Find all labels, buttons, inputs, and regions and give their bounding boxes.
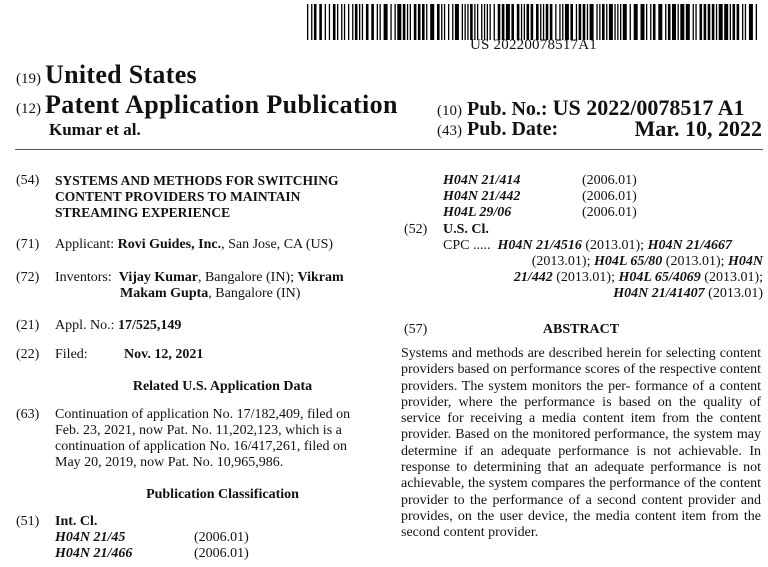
class-code: H04N 21/414: [443, 173, 521, 188]
barcode-bar: [562, 4, 563, 40]
class-code: H04L 29/06: [443, 205, 512, 220]
barcode-bar: [630, 4, 631, 40]
pub-date: Mar. 10, 2022: [634, 116, 762, 141]
barcode-bar: [680, 4, 684, 40]
barcode-bar: [414, 4, 417, 40]
barcode-bar: [653, 4, 656, 40]
intcl-code: (51): [16, 514, 40, 529]
country-code: (19): [16, 71, 41, 87]
publication-type: Patent Application Publication: [45, 90, 398, 119]
barcode-bar: [371, 4, 374, 40]
invention-title: [55, 173, 385, 221]
barcode-bar: [467, 4, 468, 40]
filed-code: (22): [16, 347, 40, 362]
barcode-bar: [384, 4, 388, 40]
title-line: SYSTEMS AND METHODS FOR SWITCHING: [55, 173, 339, 188]
barcode-bar: [590, 4, 594, 40]
country-line: [16, 60, 197, 90]
abstract-text: Systems and methods are described herein for selecting content providers based on performance scores of the respective content providers. The system monitors the per- formance of a content provider, where the performance is based on the quality of service for receiving a media content item from the content provider. Based on the monitored performance, the system may determine if an adequate performance is not achievable. In response to determining that an adequate performance is not achievable, the system compares the performance of the content provider to the performance of a second content provider and provides, on the user device, the media content item from the second content provider.: [401, 346, 761, 541]
cpc-version: (2013.01): [708, 286, 763, 301]
cpc-label: CPC .....: [443, 238, 491, 253]
barcode-bar: [650, 4, 651, 40]
type-code: (12): [16, 101, 41, 117]
barcode-bar: [426, 4, 427, 40]
continuation-code: (63): [16, 407, 40, 422]
related-data-heading: Related U.S. Application Data: [132, 379, 313, 394]
barcode-bar: [599, 4, 600, 40]
barcode-bar: [465, 4, 466, 40]
barcode-bar: [422, 4, 425, 40]
applicant-label: Applicant:: [55, 237, 115, 252]
barcode-bar: [494, 4, 495, 40]
cpc-version: (2013.01);: [704, 270, 763, 285]
barcode-bar: [333, 4, 336, 40]
barcode-bar: [517, 4, 520, 40]
barcode-bar: [470, 4, 473, 40]
barcode-bar: [672, 4, 676, 40]
barcode-bar: [543, 4, 544, 40]
barcode-bar: [430, 4, 434, 40]
pub-number: US 2022/0078517 A1: [552, 95, 745, 120]
applicant-code: (71): [16, 237, 40, 252]
barcode-bar: [506, 4, 510, 40]
class-version: (2006.01): [582, 205, 637, 220]
pub-no-label: Pub. No.:: [467, 98, 548, 120]
continuation-line: Feb. 23, 2021, now Pat. No. 11,202,123, which is a: [55, 423, 342, 438]
title-line: STREAMING EXPERIENCE: [55, 205, 231, 220]
filed-date: Nov. 12, 2021: [124, 347, 204, 362]
barcode-bar: [756, 4, 757, 40]
barcode-bar: [602, 4, 605, 40]
class-version: (2006.01): [582, 189, 637, 204]
pub-date-label: Pub. Date:: [467, 118, 559, 140]
barcode-bar: [570, 4, 573, 40]
barcode-bar: [452, 4, 453, 40]
cpc-code: H04N 21/41407: [613, 286, 705, 301]
inventors: [55, 270, 395, 302]
filed: [55, 347, 203, 363]
barcode-bar: [524, 4, 525, 40]
barcode-bar: [311, 4, 312, 40]
barcode-bar: [380, 4, 381, 40]
inventor-location: , Bangalore (IN);: [197, 270, 298, 285]
barcode-bar: [418, 4, 421, 40]
barcode-bar: [737, 4, 740, 40]
classification-row: [443, 173, 637, 189]
barcode-bar: [641, 4, 645, 40]
barcode-bar: [448, 4, 449, 40]
inventor-name: Vijay Kumar: [118, 270, 198, 285]
barcode-bar: [307, 4, 308, 40]
applicant: [55, 237, 333, 253]
cpc-version: (2013.01);: [531, 254, 591, 269]
cpc-classification: [443, 238, 763, 302]
barcode-bar: [620, 4, 621, 40]
cpc-line: [443, 286, 763, 302]
pub-date-code: (43): [437, 123, 462, 139]
barcode-bar: [587, 4, 588, 40]
barcode-bar: [441, 4, 442, 40]
cpc-code: 21/442: [513, 270, 553, 285]
barcode-bar: [712, 4, 715, 40]
barcode-bar: [344, 4, 345, 40]
intcl-label: Int. Cl.: [55, 514, 98, 529]
cpc-code: H04N 21/4516: [497, 238, 582, 253]
inventor-name: Makam Gupta: [120, 286, 209, 301]
inventor-name: Vikram: [297, 270, 344, 285]
barcode-bar: [742, 4, 743, 40]
abstract-heading: ABSTRACT: [542, 322, 620, 337]
barcode-bar: [377, 4, 378, 40]
header-divider: [15, 149, 763, 150]
barcode-bar: [609, 4, 613, 40]
barcode-bar: [390, 4, 391, 40]
class-version: (2006.01): [194, 530, 249, 545]
class-code: H04N 21/45: [55, 530, 126, 545]
barcode-bar: [490, 4, 491, 40]
barcode-bar: [576, 4, 577, 40]
barcode-bar: [462, 4, 463, 40]
barcode-bar: [395, 4, 396, 40]
barcode-bar: [319, 4, 322, 40]
barcode-number: US 20220078517A1: [470, 37, 597, 53]
barcode-bar: [716, 4, 717, 40]
inventor-location: , Bangalore (IN): [208, 286, 301, 301]
barcode-bar: [668, 4, 671, 40]
barcode-bar: [546, 4, 549, 40]
appl-number: 17/525,149: [118, 318, 182, 333]
classification-row: [443, 205, 637, 221]
cpc-version: (2013.01);: [585, 238, 645, 253]
barcode-bar: [502, 4, 505, 40]
cpc-line: [443, 270, 763, 286]
applicant-name: Rovi Guides, Inc.: [117, 237, 222, 252]
barcode-bar: [352, 4, 353, 40]
country: United States: [45, 60, 197, 89]
barcode-bar: [606, 4, 607, 40]
barcode-bar: [487, 4, 488, 40]
continuation-line: May 20, 2019, now Pat. No. 10,965,986.: [55, 455, 284, 470]
barcode-bar: [536, 4, 539, 40]
barcode-bar: [444, 4, 445, 40]
barcode-bar: [521, 4, 522, 40]
cpc-code: H04N: [728, 254, 763, 269]
barcode-bar: [341, 4, 342, 40]
applicant-location: , San Jose, CA (US): [221, 237, 334, 252]
class-version: (2006.01): [582, 173, 637, 188]
publication-classification-heading: Publication Classification: [146, 487, 299, 502]
barcode-bar: [511, 4, 514, 40]
barcode-bar: [527, 4, 530, 40]
barcode-bar: [337, 4, 338, 40]
barcode-bar: [314, 4, 317, 40]
barcode-bar: [617, 4, 618, 40]
cpc-code: H04N 21/4667: [647, 238, 732, 253]
barcode: [306, 4, 761, 40]
appl-label: Appl. No.:: [55, 318, 115, 333]
publication-type-line: [16, 90, 398, 120]
barcode-bar: [477, 4, 478, 40]
barcode-bar: [540, 4, 541, 40]
appl-code: (21): [16, 318, 40, 333]
barcode-bar: [583, 4, 586, 40]
barcode-bar: [407, 4, 408, 40]
barcode-bar: [437, 4, 440, 40]
barcode-bar: [329, 4, 330, 40]
cpc-version: (2013.01);: [665, 254, 725, 269]
barcode-bar: [614, 4, 615, 40]
barcode-bar: [397, 4, 401, 40]
uscl-code: (52): [404, 222, 428, 237]
barcode-bar: [481, 4, 482, 40]
inventors-label: Inventors:: [55, 270, 112, 285]
authors: Kumar et al.: [49, 120, 141, 139]
application-number: [55, 318, 181, 334]
barcode-bar: [693, 4, 694, 40]
cpc-code: H04L 65/4069: [618, 270, 701, 285]
class-code: H04N 21/442: [443, 189, 521, 204]
continuation-line: continuation of application No. 16/417,261, filed on: [55, 439, 348, 454]
barcode-bar: [403, 4, 406, 40]
cpc-line: [443, 254, 763, 270]
barcode-bar: [658, 4, 662, 40]
cpc-line: [443, 238, 763, 254]
barcode-bar: [724, 4, 728, 40]
cpc-code: H04L 65/80: [593, 254, 663, 269]
barcode-bar: [359, 4, 360, 40]
class-code: H04N 21/466: [55, 546, 133, 561]
cpc-version: (2013.01);: [556, 270, 615, 285]
continuation-line: Continuation of application No. 17/182,409, filed on: [55, 407, 351, 422]
barcode-bar: [555, 4, 556, 40]
pub-date-line: [437, 118, 762, 141]
barcode-bar: [634, 4, 638, 40]
barcode-bar: [531, 4, 534, 40]
barcode-bar: [708, 4, 711, 40]
inventors-code: (72): [16, 270, 40, 285]
barcode-bar: [348, 4, 349, 40]
barcode-bar: [704, 4, 707, 40]
continuation-data: [55, 407, 390, 471]
barcode-bar: [565, 4, 569, 40]
barcode-bar: [455, 4, 459, 40]
barcode-bar: [623, 4, 627, 40]
barcode-bar: [366, 4, 369, 40]
title-code: (54): [16, 173, 40, 188]
barcode-bar: [678, 4, 679, 40]
barcode-bar: [719, 4, 723, 40]
barcode-bar: [596, 4, 597, 40]
barcode-bar: [730, 4, 731, 40]
filed-label: Filed:: [55, 347, 88, 362]
abstract-code: (57): [404, 322, 428, 337]
barcode-bar: [695, 4, 696, 40]
int-cl: [55, 514, 249, 562]
int-cl-continued: [443, 173, 637, 221]
barcode-bar: [550, 4, 553, 40]
barcode-bar: [745, 4, 746, 40]
barcode-bar: [646, 4, 647, 40]
classification-row: [55, 546, 249, 562]
barcode-bar: [410, 4, 411, 40]
barcode-bar: [325, 4, 326, 40]
barcode-bar: [559, 4, 560, 40]
barcode-bar: [362, 4, 363, 40]
barcode-bar: [498, 4, 501, 40]
barcode-bar: [749, 4, 753, 40]
classification-row: [55, 530, 249, 546]
pub-no-code: (10): [437, 103, 462, 119]
uscl-label: U.S. Cl.: [443, 222, 489, 237]
barcode-bar: [686, 4, 690, 40]
barcode-bar: [665, 4, 666, 40]
title-line: CONTENT PROVIDERS TO MAINTAIN: [55, 189, 301, 204]
class-version: (2006.01): [194, 546, 249, 561]
barcode-bar: [355, 4, 358, 40]
barcode-bar: [700, 4, 703, 40]
barcode-bar: [733, 4, 736, 40]
classification-row: [443, 189, 637, 205]
barcode-bar: [474, 4, 475, 40]
barcode-bar: [579, 4, 582, 40]
barcode-bar: [484, 4, 485, 40]
